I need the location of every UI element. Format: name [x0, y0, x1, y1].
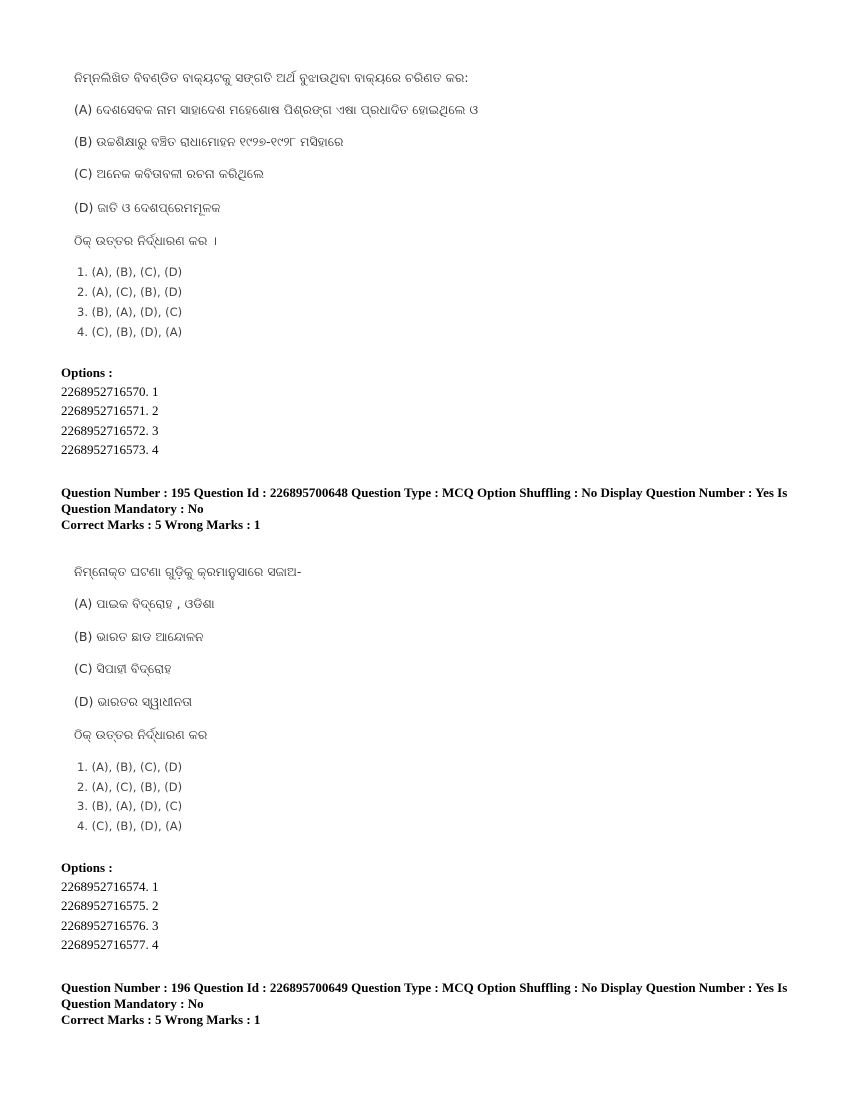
- q195-choice-3: 3. (B), (A), (D), (C): [77, 799, 183, 813]
- q194-statement-b: (B) ଉଚ୍ଚଶିକ୍ଷାରୁ ବଞ୍ଚିତ ରାଧାମୋହନ ୧୯୨୭-୧୯୨୮ ମସିହାରେ: [74, 134, 344, 149]
- q195-statement-b: (B) ଭାରତ ଛାଡ ଆନ୍ଦୋଳନ: [74, 629, 204, 644]
- q195-instruction: ଠିକ୍ ଉତ୍ତର ନିର୍ଦ୍ଧାରଣ କର: [74, 727, 208, 742]
- q195-option-id-4: 2268952716577. 4: [61, 937, 159, 952]
- q196-header: [61, 980, 796, 1028]
- q195-statement-d: (D) ଭାରତର ସ୍ୱାଧୀନତା: [74, 694, 193, 709]
- q195-header-line1: Question Number : 195 Question Id : 226895700648 Question Type : MCQ Option Shuffling : No Display Question Number : Yes Is: [61, 485, 788, 500]
- q194-statement-a: (A) ଦେଶସେବକ ନାମ ସାହାଦେଶ ମହେଶୋଷ ପିଶ୍ରଙ୍ଗ ଏଷା ପ୍ରଧାଦିତ ହୋଇଥିଲେ ଓ: [74, 102, 479, 117]
- q195-header: [61, 485, 796, 533]
- q194-option-id-1: 2268952716570. 1: [61, 384, 159, 399]
- q195-marks: Correct Marks : 5 Wrong Marks : 1: [61, 517, 261, 532]
- q195-intro: ନିମ୍ନୋକ୍ତ ଘଟଣା ଗୁଡ଼ିକୁ କ୍ରମାନୁସାରେ ସଜାଅ-: [74, 564, 302, 579]
- q195-options-label: Options :: [61, 860, 113, 875]
- q194-options-label: Options :: [61, 365, 113, 380]
- q196-marks: Correct Marks : 5 Wrong Marks : 1: [61, 1012, 261, 1027]
- q194-option-id-3: 2268952716572. 3: [61, 423, 159, 438]
- q195-statement-a: (A) ପାଇକ ବିଦ୍ରୋହ , ଓଡିଶା: [74, 596, 215, 611]
- q194-option-id-2: 2268952716571. 2: [61, 403, 159, 418]
- q194-instruction: ଠିକ୍ ଉତ୍ତର ନିର୍ଦ୍ଧାରଣ କର ।: [74, 233, 217, 248]
- q194-choice-2: 2. (A), (C), (B), (D): [77, 285, 183, 299]
- q195-choice-2: 2. (A), (C), (B), (D): [77, 780, 183, 794]
- q194-option-id-4: 2268952716573. 4: [61, 442, 159, 457]
- q194-statement-c: (C) ଅନେକ କବିତାବଳୀ ରଚନା କରିଥିଲେ: [74, 166, 264, 181]
- q194-choice-1: 1. (A), (B), (C), (D): [77, 265, 183, 279]
- q196-header-line2: Question Mandatory : No: [61, 996, 204, 1011]
- q196-header-line1: Question Number : 196 Question Id : 226895700649 Question Type : MCQ Option Shuffling : No Display Question Number : Yes Is: [61, 980, 788, 995]
- q195-option-id-1: 2268952716574. 1: [61, 879, 159, 894]
- q195-choice-1: 1. (A), (B), (C), (D): [77, 760, 183, 774]
- q195-option-id-2: 2268952716575. 2: [61, 898, 159, 913]
- q194-statement-d: (D) ଜାତି ଓ ଦେଶପ୍ରେମମୂଳକ: [74, 200, 221, 215]
- q194-intro: ନିମ୍ନଲିଖିତ ବିବଣ୍ଡିତ ବାକ୍ୟଟକୁ ସଙ୍ଗତି ଅର୍ଥ ବୁଝାଉଥିବା ବାକ୍ୟରେ ଚରିଣତ କର:: [74, 70, 469, 85]
- q195-option-id-3: 2268952716576. 3: [61, 918, 159, 933]
- q195-statement-c: (C) ସିପାହୀ ବିଦ୍ରୋହ: [74, 661, 172, 676]
- q195-choice-4: 4. (C), (B), (D), (A): [77, 819, 183, 833]
- q195-header-line2: Question Mandatory : No: [61, 501, 204, 516]
- q194-choice-3: 3. (B), (A), (D), (C): [77, 305, 183, 319]
- q194-choice-4: 4. (C), (B), (D), (A): [77, 325, 183, 339]
